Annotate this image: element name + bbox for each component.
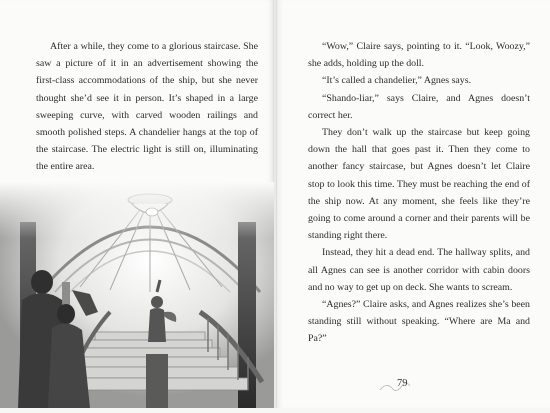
paragraph: “Shando-liar,” says Claire, and Agnes doesn’t correct her. <box>308 92 530 121</box>
grand-staircase-illustration-icon <box>0 182 274 408</box>
left-page-text <box>36 38 258 176</box>
paragraph: “Agnes?” Claire asks, and Agnes realizes she’s been standing still without speaking. “Where are Ma and Pa?” <box>308 299 530 345</box>
paragraph: Instead, they hit a dead end. The hallway splits, and all Agnes can see is another corridor with cabin doors and no way to get up on deck. She wants to scream. <box>308 247 530 293</box>
paragraph: After a while, they come to a glorious staircase. She saw a picture of it in an advertisement showing the first-class accommodations of the ship, but she never thought she’d see it in person. It’s shaped in a large sweeping curve, with carved wooden railings and smooth polished steps. A chandelier hangs at the top of the staircase. The electric light is still on, illuminating the entire area. <box>36 41 258 173</box>
page-number: 79 <box>397 378 408 389</box>
paragraph: They don’t walk up the staircase but keep going down the hall that goes past it. Then they come to another fancy staircase, but Agnes doesn’t let Claire stop to look this time. They must be reaching the end of the ship now. At any moment, she feels like they’re going to come around a corner and their parents will be standing right there. <box>308 127 530 242</box>
right-page-text <box>308 38 530 348</box>
paragraph: “It’s called a chandelier,” Agnes says. <box>322 75 472 87</box>
paragraph: “Wow,” Claire says, pointing to it. “Look, Woozy,” she adds, holding up the doll. <box>308 41 530 70</box>
